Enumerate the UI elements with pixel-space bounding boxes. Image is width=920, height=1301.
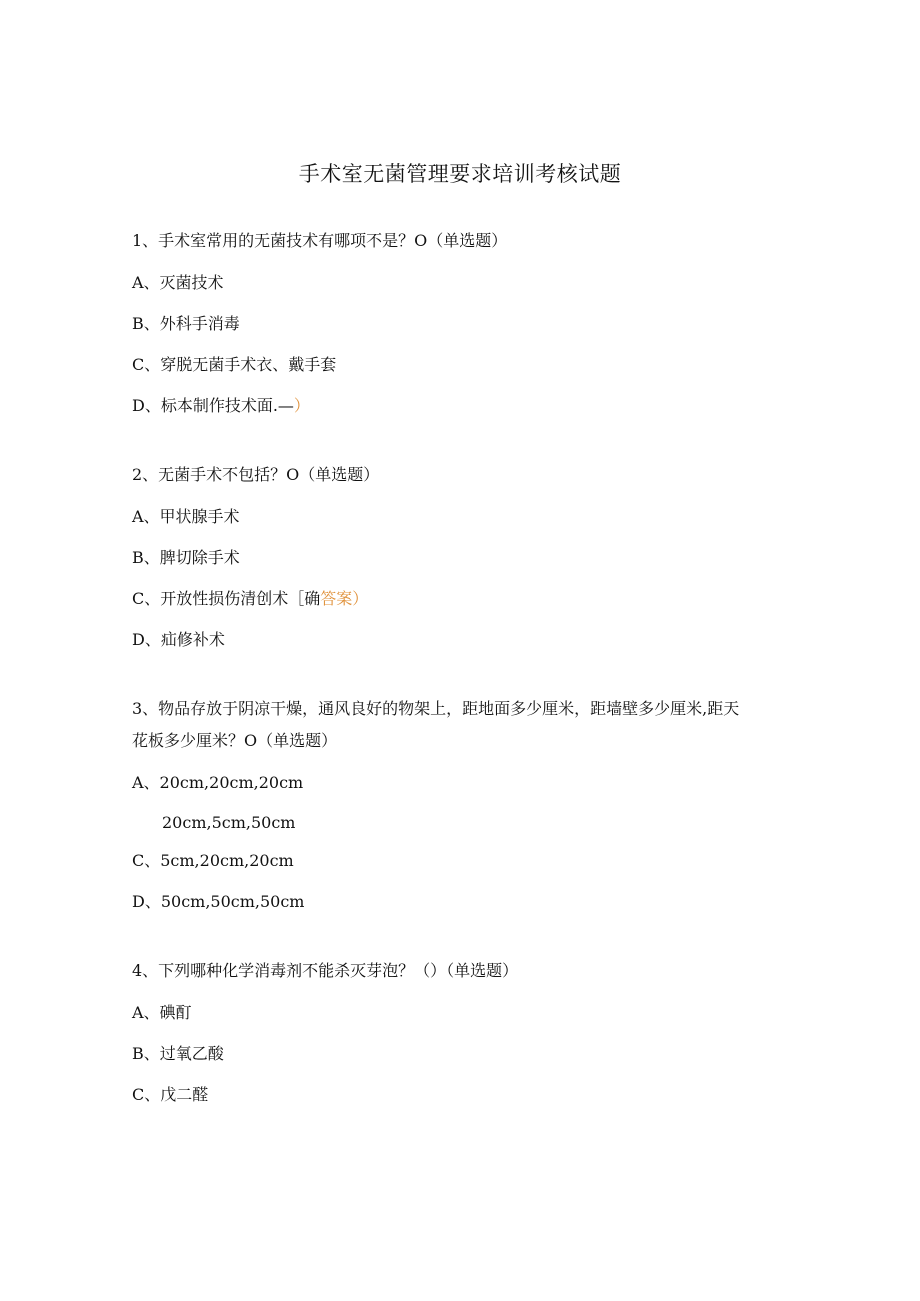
question-stem-line-2: 花板多少厘米？O（单选题） — [132, 731, 338, 750]
option-a: A、甲状腺手术 — [132, 507, 240, 526]
option-a: A、20cm,20cm,20cm — [132, 773, 304, 792]
option-c: C、戊二醛 — [132, 1085, 209, 1104]
option-text: D、标本制作技术面.— — [132, 396, 294, 415]
option-a: A、碘酊 — [132, 1003, 192, 1022]
option-b: B、外科手消毒 — [132, 314, 240, 333]
option-a: A、灭菌技术 — [132, 273, 224, 292]
option-d: D、50cm,50cm,50cm — [132, 892, 305, 911]
answer-mark: 答案） — [320, 589, 369, 608]
option-c: C、5cm,20cm,20cm — [132, 851, 294, 870]
option-text: C、开放性损伤清创术［确 — [132, 589, 321, 608]
option-b: 20cm,5cm,50cm — [162, 813, 296, 832]
option-d — [132, 396, 310, 416]
option-c — [132, 589, 368, 609]
question-stem: 4、下列哪种化学消毒剂不能杀灭芽泡？（）（单选题） — [132, 961, 519, 980]
option-d: D、疝修补术 — [132, 630, 225, 649]
question-stem: 2、无菌手术不包括？O（单选题） — [132, 465, 380, 484]
question-stem: 1、手术室常用的无菌技术有哪项不是？O（单选题） — [132, 231, 508, 250]
answer-mark: ） — [293, 396, 310, 415]
question-stem-line-1: 3、物品存放于阴凉干燥，通风良好的物架上，距地面多少厘米，距墙壁多少厘米,距天 — [132, 699, 740, 718]
document-title: 手术室无菌管理要求培训考核试题 — [298, 162, 622, 186]
option-c: C、穿脱无菌手术衣、戴手套 — [132, 355, 337, 374]
option-b: B、过氧乙酸 — [132, 1044, 224, 1063]
option-b: B、脾切除手术 — [132, 548, 240, 567]
